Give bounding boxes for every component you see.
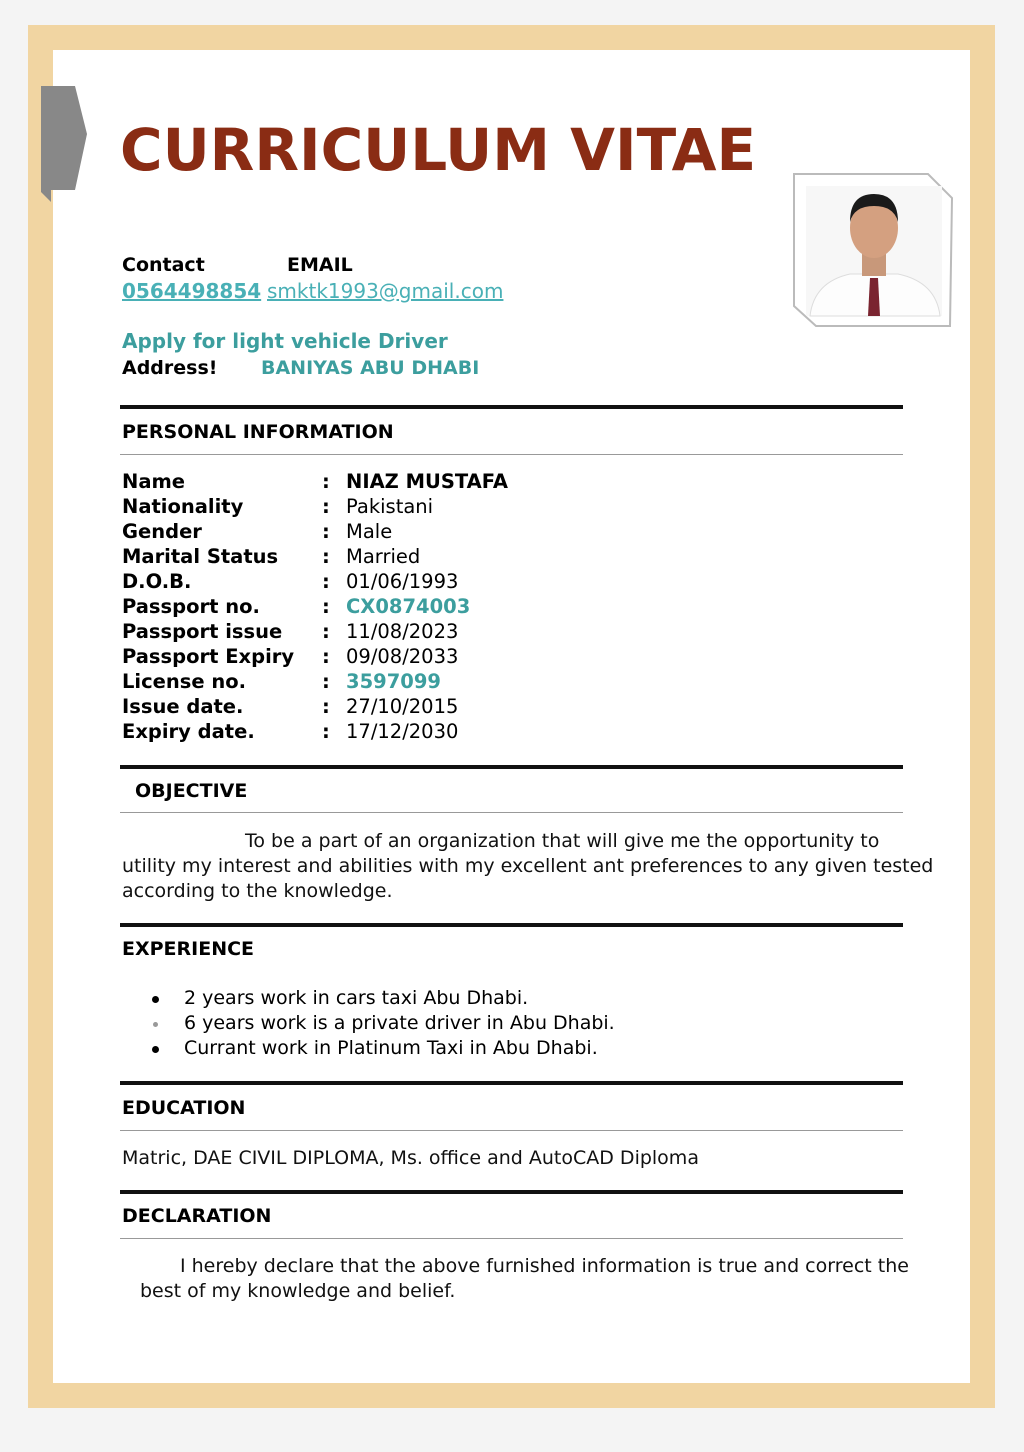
section-heading-declaration: DECLARATION [122,1205,272,1227]
info-value: Pakistani [346,495,434,518]
info-colon: : [322,695,330,718]
divider [120,405,903,409]
address-value: BANIYAS ABU DHABI [261,357,480,379]
info-colon: : [322,520,330,543]
education-text: Matric, DAE CIVIL DIPLOMA, Ms. office and AutoCAD Diploma [122,1147,699,1169]
info-colon: : [322,670,330,693]
info-value: 3597099 [346,670,441,693]
profile-photo [790,170,955,330]
info-colon: : [322,620,330,643]
info-label: License no. [122,670,247,693]
info-colon: : [322,545,330,568]
gray-tab-decoration [41,86,87,202]
objective-line: utility my interest and abilities with my excellent ant preferences to any given tested [122,855,934,877]
info-colon: : [322,570,330,593]
bullet-icon [153,1022,158,1027]
info-colon: : [322,495,330,518]
info-label: Gender [122,520,202,543]
declaration-line: I hereby declare that the above furnished information is true and correct the [180,1255,909,1277]
divider [120,812,903,813]
page-title: CURRICULUM VITAE [120,116,757,184]
section-heading-education: EDUCATION [122,1097,246,1119]
info-value: 01/06/1993 [346,570,459,593]
bullet-icon [152,1046,159,1053]
divider [120,1238,903,1239]
info-value: 11/08/2023 [346,620,459,643]
divider [120,454,903,455]
objective-line: according to the knowledge. [122,880,393,902]
phone-link[interactable]: 0564498854 [122,279,262,303]
info-label: Passport issue [122,620,283,643]
info-label: Passport Expiry [122,645,295,668]
declaration-line: best of my knowledge and belief. [140,1280,456,1302]
info-value: NIAZ MUSTAFA [346,470,508,493]
info-label: Name [122,470,186,493]
divider [120,1190,903,1194]
email-link[interactable]: smktk1993@gmail.com [267,279,504,303]
info-label: Nationality [122,495,244,518]
info-colon: : [322,720,330,743]
section-heading-personal: PERSONAL INFORMATION [122,421,394,443]
info-value: CX0874003 [346,595,471,618]
info-label: Expiry date. [122,720,255,743]
info-label: Marital Status [122,545,279,568]
divider [120,1130,903,1131]
apply-position: Apply for light vehicle Driver [122,329,448,353]
info-colon: : [322,595,330,618]
contact-label: Contact [122,254,205,276]
info-label: D.O.B. [122,570,192,593]
info-value: 09/08/2033 [346,645,459,668]
section-heading-experience: EXPERIENCE [122,938,255,960]
info-label: Passport no. [122,595,260,618]
info-colon: : [322,645,330,668]
info-value: 17/12/2030 [346,720,459,743]
divider [120,923,903,927]
info-label: Issue date. [122,695,244,718]
divider [120,1081,903,1085]
bullet-icon [152,996,159,1003]
section-heading-objective: OBJECTIVE [135,780,248,802]
email-label: EMAIL [287,254,353,276]
info-colon: : [322,470,330,493]
info-value: Married [346,545,421,568]
divider [120,765,903,769]
objective-line: To be a part of an organization that will give me the opportunity to [245,830,880,852]
info-value: 27/10/2015 [346,695,459,718]
address-label: Address! [122,357,218,379]
info-value: Male [346,520,393,543]
